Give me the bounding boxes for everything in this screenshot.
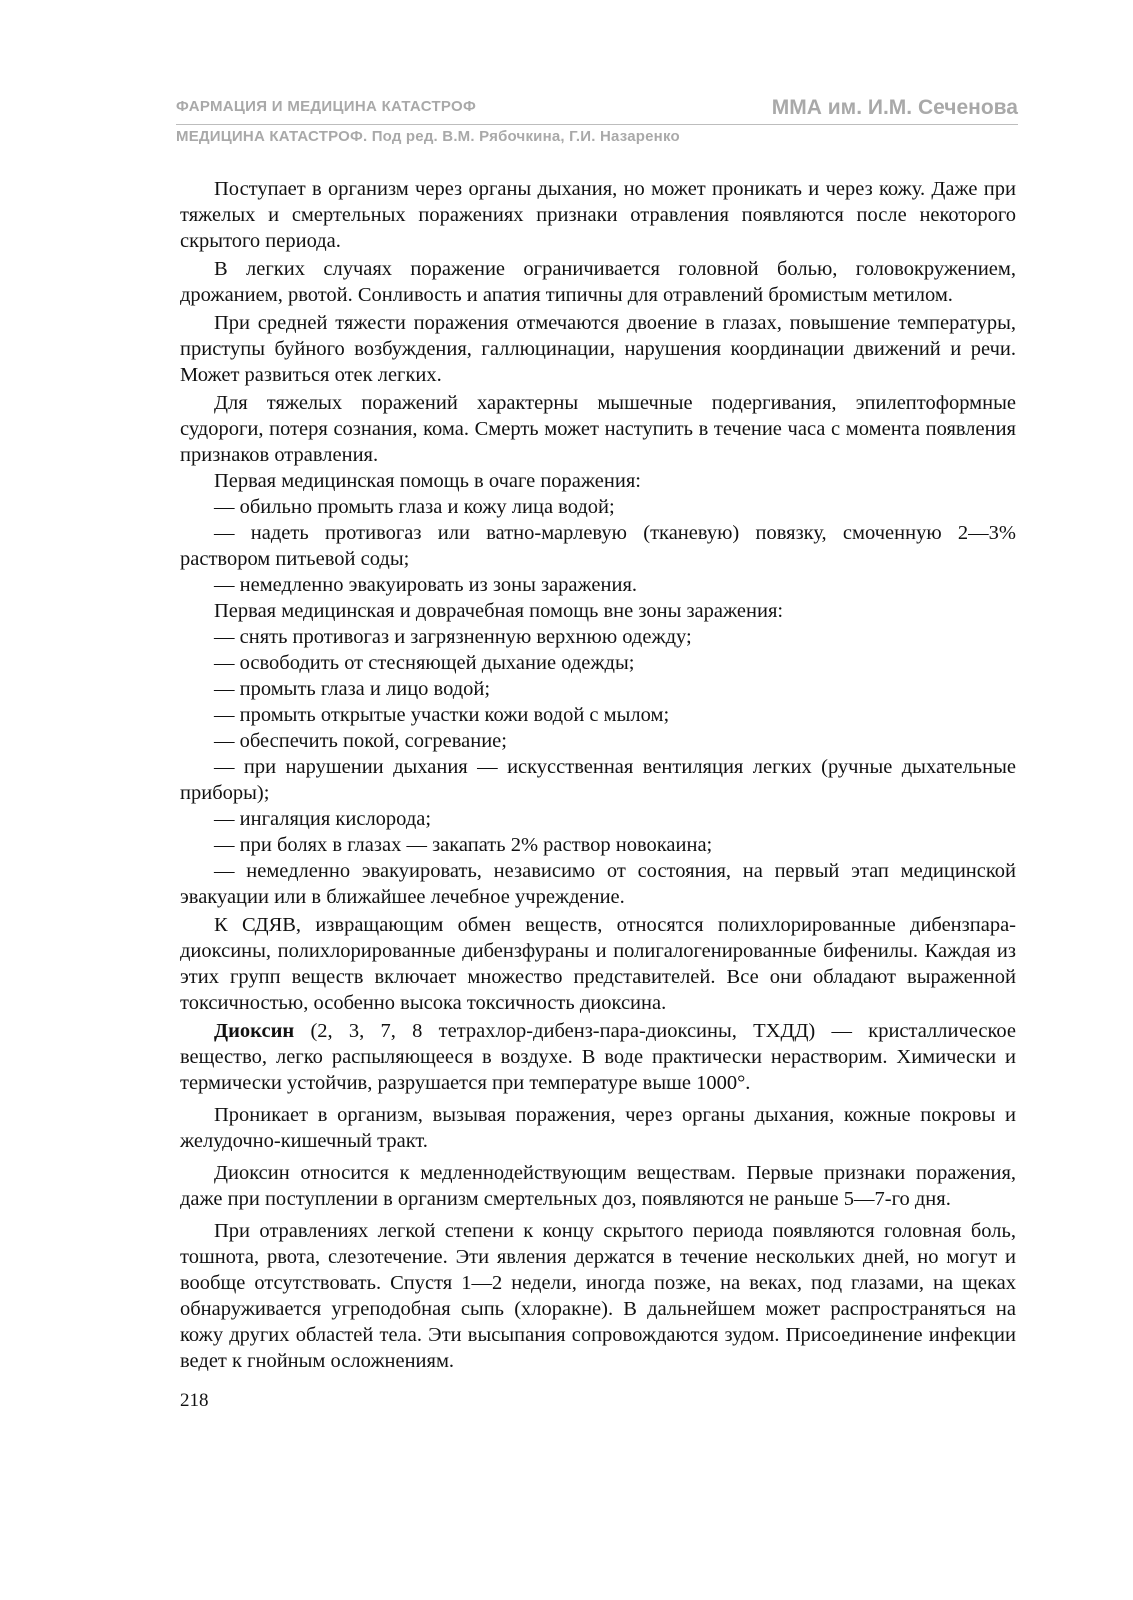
paragraph: Проникает в организм, вызывая поражения, через органы дыхания, кожные покровы и желудочно-кишечный тракт. xyxy=(180,1104,1016,1152)
paragraph: Первая медицинская и доврачебная помощь вне зоны заражения: xyxy=(214,600,784,622)
running-header-right: ММА им. И.М. Сеченова xyxy=(771,96,1018,119)
list-item: — немедленно эвакуировать из зоны заражения. xyxy=(214,574,638,596)
list-item: — надеть противогаз или ватно-марлевую (тканевую) повязку, смоченную 2—3% раствором питьевой соды; xyxy=(180,522,1016,570)
list-item: — снять противогаз и загрязненную верхнюю одежду; xyxy=(214,626,692,648)
list-item: — немедленно эвакуировать, независимо от состояния, на первый этап медицинской эвакуации или в ближайшее лечебное учреждение. xyxy=(180,860,1016,908)
dioxin-text: (2, 3, 7, 8 тетрахлор-дибенз-пара-диоксины, ТХДД) — кристаллическое вещество, легко распыляющееся в воздухе. В воде практически нерастворим. Химически и термически устойчив, разрушается при температуре выше 1000°. xyxy=(180,1020,1016,1094)
list-item: — при нарушении дыхания — искусственная вентиляция легких (ручные дыхательные приборы); xyxy=(180,756,1016,804)
list-item: — обильно промыть глаза и кожу лица водой; xyxy=(214,496,615,518)
paragraph: Поступает в организм через органы дыхания, но может проникать и через кожу. Даже при тяжелых и смертельных поражениях признаки отравления появляются после некоторого скрытого периода. xyxy=(180,178,1016,252)
list-item: — промыть открытые участки кожи водой с мылом; xyxy=(214,704,670,726)
paragraph: К СДЯВ, извращающим обмен веществ, относятся полихлорированные дибензпара-диоксины, полихлорированные дибензфураны и полигалогенированные бифенилы. Каждая из этих групп веществ включает множество представителей. Все они обладают выраженной токсичностью, особенно высока токсичность диоксина. xyxy=(180,914,1016,1014)
paragraph: В легких случаях поражение ограничивается головной болью, головокружением, дрожанием, рвотой. Сонливость и апатия типичны для отравлений бромистым метилом. xyxy=(180,258,1016,306)
paragraph: Для тяжелых поражений характерны мышечные подергивания, эпилептоформные судороги, потеря сознания, кома. Смерть может наступить в течение часа с момента появления признаков отравления. xyxy=(180,392,1016,466)
list-item: — обеспечить покой, согревание; xyxy=(214,730,507,752)
running-header-subtitle: МЕДИЦИНА КАТАСТРОФ. Под ред. В.М. Рябочкина, Г.И. Назаренко xyxy=(176,128,680,145)
dioxin-term: Диоксин xyxy=(214,1020,295,1042)
running-header-left: ФАРМАЦИЯ И МЕДИЦИНА КАТАСТРОФ xyxy=(176,98,477,115)
list-item: — освободить от стесняющей дыхание одежды; xyxy=(214,652,635,674)
paragraph: При отравлениях легкой степени к концу скрытого периода появляются головная боль, тошнота, рвота, слезотечение. Эти явления держатся в течение нескольких дней, но могут и вообще отсутствовать. Спустя 1—2 недели, иногда позже, на веках, под глазами, на щеках обнаруживается угреподобная сыпь (хлоракне). В дальнейшем может распространяться на кожу других областей тела. Эти высыпания сопровождаются зудом. Присоединение инфекции ведет к гнойным осложнениям. xyxy=(180,1220,1016,1372)
paragraph: Первая медицинская помощь в очаге поражения: xyxy=(214,470,641,492)
list-item: — промыть глаза и лицо водой; xyxy=(214,678,491,700)
page-number: 218 xyxy=(180,1390,209,1411)
list-item: — при болях в глазах — закапать 2% раствор новокаина; xyxy=(214,834,713,856)
paragraph: Диоксин относится к медленнодействующим веществам. Первые признаки поражения, даже при поступлении в организм смертельных доз, появляются не раньше 5—7-го дня. xyxy=(180,1162,1016,1210)
header-divider xyxy=(176,124,1018,125)
page-body xyxy=(180,176,1016,1374)
list-item: — ингаляция кислорода; xyxy=(214,808,432,830)
paragraph: При средней тяжести поражения отмечаются двоение в глазах, повышение температуры, приступы буйного возбуждения, галлюцинации, нарушения координации движений и речи. Может развиться отек легких. xyxy=(180,312,1016,386)
paragraph-dioxin xyxy=(180,1018,1016,1096)
